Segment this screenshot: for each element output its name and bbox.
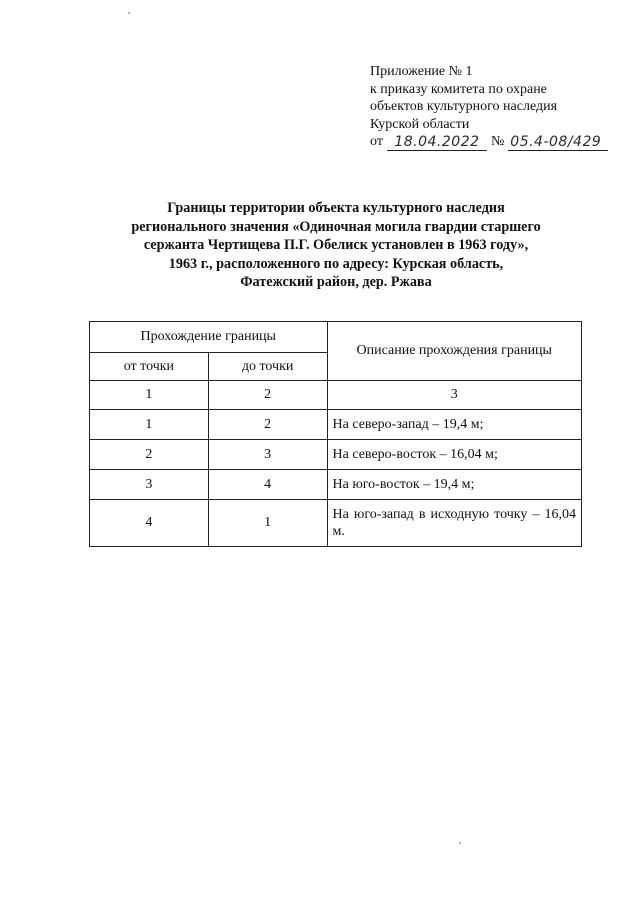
table-header-row [90, 322, 582, 353]
column-numbering-row [90, 381, 582, 410]
appendix-committee-line: объектов культурного наследия [370, 99, 558, 114]
header-boundary-passage: Прохождение границы [90, 322, 328, 353]
to-point-cell: 3 [208, 440, 327, 470]
column-number: 2 [208, 381, 327, 410]
description-cell: На юго-восток – 19,4 м; [327, 470, 582, 500]
appendix-block [370, 63, 620, 151]
boundary-table [89, 321, 582, 547]
title-line-1: Границы территории объекта культурного наследия [167, 200, 505, 216]
document-title [70, 199, 602, 292]
from-point-cell: 2 [90, 440, 209, 470]
header-from-point: от точки [90, 353, 209, 381]
to-point-cell: 1 [208, 500, 327, 547]
appendix-region-line: Курской области [370, 116, 470, 132]
title-line-5: Фатежский район, дер. Ржава [240, 274, 432, 290]
column-number: 3 [327, 381, 582, 410]
handwritten-date: 18.04.2022 [387, 135, 487, 151]
appendix-order-line: к приказу комитета по охране [370, 81, 547, 97]
from-point-cell: 3 [90, 470, 209, 500]
from-point-cell: 1 [90, 410, 209, 440]
table-row [90, 500, 582, 547]
table-row [90, 440, 582, 470]
column-number: 1 [90, 381, 209, 410]
appendix-date-line [370, 133, 620, 151]
title-line-3: сержанта Чертищева П.Г. Обелиск установлен в 1963 году», [143, 237, 529, 253]
title-line-4: 1963 г., расположенного по адресу: Курская область, [168, 255, 504, 272]
description-cell: На северо-запад – 19,4 м; [327, 410, 582, 440]
title-line-2: регионального значения «Одиночная могила гвардии старшего [131, 218, 541, 235]
description-cell: На северо-восток – 16,04 м; [327, 440, 582, 470]
header-to-point: до точки [208, 353, 327, 381]
table-row [90, 410, 582, 440]
to-point-cell: 2 [208, 410, 327, 440]
header-description: Описание прохождения границы [327, 322, 582, 381]
to-point-cell: 4 [208, 470, 327, 500]
number-prefix: № [490, 134, 505, 149]
handwritten-number: 05.4-08/429 [508, 135, 608, 151]
appendix-title: Приложение № 1 [370, 64, 473, 79]
date-prefix: от [370, 134, 383, 149]
table-row [90, 470, 582, 500]
description-cell: На юго-запад в исходную точку – 16,04 м. [327, 500, 582, 547]
from-point-cell: 4 [90, 500, 209, 547]
